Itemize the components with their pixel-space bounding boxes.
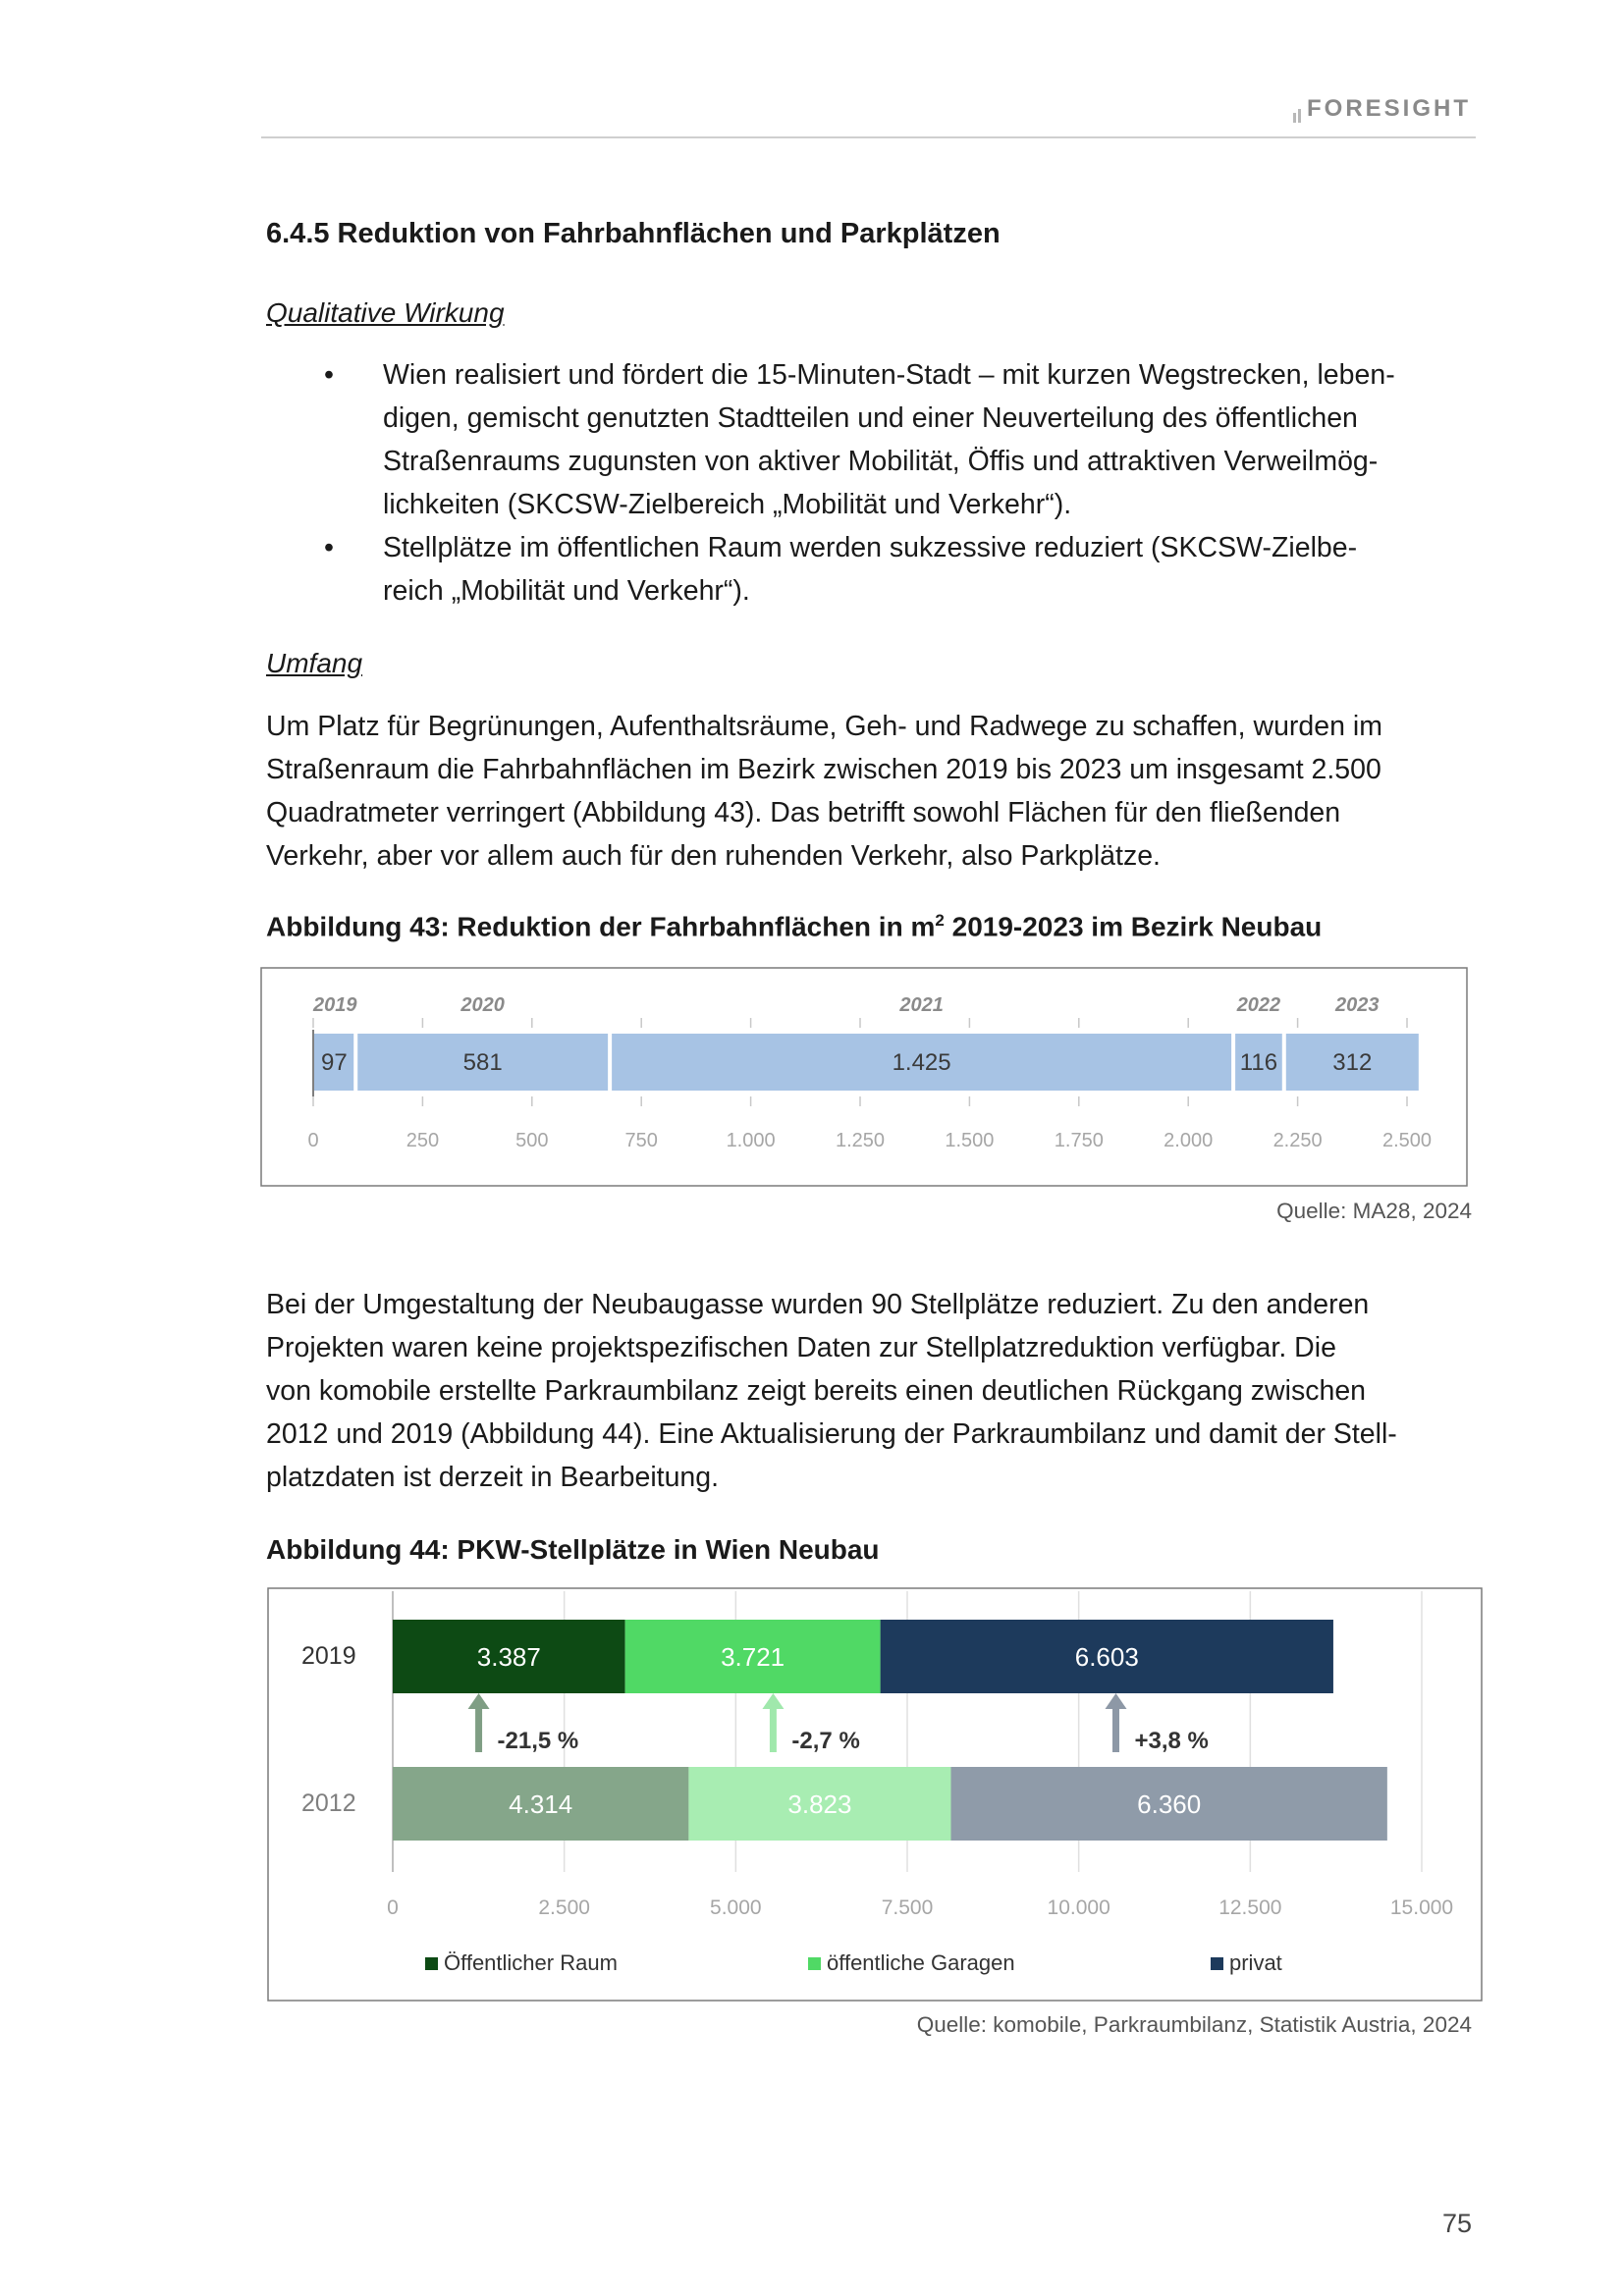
- figure-43-chart: [260, 967, 1468, 1187]
- data-label: 97: [321, 1049, 348, 1076]
- paragraph-1: [266, 705, 1484, 878]
- legend-swatch: [425, 1957, 438, 1970]
- x-tick-label: 5.000: [710, 1896, 762, 1919]
- x-tick-label: 10.000: [1047, 1896, 1110, 1919]
- x-tick-label: 2.500: [1381, 1130, 1433, 1151]
- legend-swatch: [808, 1957, 821, 1970]
- page-number: 75: [1441, 2209, 1472, 2238]
- paragraph-line: Quadratmeter verringert (Abbildung 43). Das betrifft sowohl Flächen für den fließenden: [266, 797, 1341, 828]
- brand-logo: [1293, 95, 1471, 123]
- paragraph-line: platzdaten ist derzeit in Bearbeitung.: [266, 1462, 720, 1493]
- segment-year-label: 2022: [1236, 994, 1281, 1016]
- paragraph-line: Verkehr, aber vor allem auch für den ruhenden Verkehr, also Parkplätze.: [266, 840, 1161, 872]
- category-label: 2019: [301, 1642, 356, 1670]
- x-tick-label: 0: [387, 1896, 399, 1919]
- bullet-line: Stellplätze im öffentlichen Raum werden sukzessive reduziert (SKCSW-Zielbe-: [383, 532, 1358, 563]
- x-tick-label: 500: [515, 1130, 549, 1151]
- segment-year-label: 2020: [460, 994, 505, 1016]
- qualitative-heading: Qualitative Wirkung: [266, 297, 505, 328]
- paragraph-line: von komobile erstellte Parkraumbilanz zeigt bereits einen deutlichen Rückgang zwischen: [266, 1375, 1367, 1407]
- data-label: 581: [462, 1049, 503, 1076]
- paragraph-2: [266, 1283, 1484, 1499]
- bullet-line: reich „Mobilität und Verkehr“).: [383, 575, 750, 607]
- paragraph-line: Um Platz für Begrünungen, Aufenthaltsräume, Geh- und Radwege zu schaffen, wurden im: [266, 711, 1382, 742]
- paragraph-line: Projekten waren keine projektspezifischen Daten zur Stellplatzreduktion verfügbar. Die: [266, 1332, 1336, 1363]
- bullet-line: digen, gemischt genutzten Stadtteilen und einer Neuverteilung des öffentlichen: [383, 402, 1358, 434]
- data-label: 6.603: [1074, 1642, 1139, 1672]
- legend-label: Öffentlicher Raum: [444, 1950, 618, 1975]
- data-label: 116: [1239, 1049, 1278, 1076]
- figure-43-source: Quelle: MA28, 2024: [1276, 1199, 1472, 1223]
- figure-44-chart: [267, 1587, 1483, 2002]
- logo-bars-icon: [1293, 95, 1303, 123]
- x-tick-label: 2.000: [1164, 1130, 1214, 1151]
- x-tick-label: 1.000: [726, 1130, 776, 1151]
- bullet-list: [324, 353, 1473, 613]
- x-tick-label: 2.500: [538, 1896, 590, 1919]
- change-label: -21,5 %: [497, 1728, 579, 1754]
- logo-text: FORESIGHT: [1306, 95, 1471, 122]
- paragraph-line: Bei der Umgestaltung der Neubaugasse wurden 90 Stellplätze reduziert. Zu den anderen: [266, 1289, 1370, 1320]
- data-label: 3.387: [476, 1642, 541, 1672]
- paragraph-line: 2012 und 2019 (Abbildung 44). Eine Aktualisierung der Parkraumbilanz und damit der Stell-: [266, 1418, 1397, 1450]
- header-rule: [261, 136, 1476, 138]
- segment-year-label: 2021: [899, 994, 944, 1016]
- data-label: 3.823: [787, 1789, 852, 1819]
- umfang-heading: Umfang: [266, 648, 363, 678]
- x-tick-label: 7.500: [881, 1896, 934, 1919]
- legend-label: öffentliche Garagen: [827, 1950, 1015, 1975]
- section-title: 6.4.5 Reduktion von Fahrbahnflächen und Parkplätzen: [266, 218, 1001, 249]
- segment-year-label: 2019: [313, 994, 357, 1016]
- category-label: 2012: [301, 1789, 356, 1817]
- paragraph-line: Straßenraum die Fahrbahnflächen im Bezirk zwischen 2019 bis 2023 um insgesamt 2.500: [266, 754, 1381, 785]
- bullet-item: [324, 526, 1473, 613]
- data-label: 4.314: [509, 1789, 573, 1819]
- bullet-item: [324, 353, 1473, 526]
- change-label: -2,7 %: [791, 1728, 860, 1754]
- segment-year-label: 2023: [1335, 994, 1380, 1016]
- legend-label: privat: [1229, 1950, 1282, 1975]
- bullet-dot-icon: •: [324, 532, 334, 563]
- figure-43-caption: [266, 911, 1322, 942]
- figure-44-source: Quelle: komobile, Parkraumbilanz, Statistik Austria, 2024: [916, 2012, 1472, 2037]
- x-tick-label: 750: [624, 1130, 658, 1151]
- caption-text: 2019-2023 im Bezirk Neubau: [944, 911, 1323, 942]
- change-label: +3,8 %: [1134, 1728, 1209, 1754]
- data-label: 312: [1332, 1049, 1373, 1076]
- data-label: 3.721: [721, 1642, 785, 1672]
- x-tick-label: 1.250: [835, 1130, 886, 1151]
- bullet-dot-icon: •: [324, 359, 334, 391]
- x-tick-label: 2.250: [1272, 1130, 1323, 1151]
- x-tick-label: 250: [406, 1130, 440, 1151]
- data-label: 6.360: [1137, 1789, 1202, 1819]
- figure-44-caption: Abbildung 44: PKW-Stellplätze in Wien Neubau: [266, 1534, 880, 1565]
- caption-text: Abbildung 43: Reduktion der Fahrbahnflächen in m: [266, 911, 936, 942]
- x-tick-label: 15.000: [1389, 1896, 1454, 1919]
- bullet-line: Wien realisiert und fördert die 15-Minuten-Stadt – mit kurzen Wegstrecken, leben-: [383, 359, 1395, 391]
- bullet-line: lichkeiten (SKCSW-Zielbereich „Mobilität und Verkehr“).: [383, 489, 1072, 520]
- bullet-line: Straßenraums zugunsten von aktiver Mobilität, Öffis und attraktiven Verweilmög-: [383, 446, 1379, 477]
- x-tick-label: 1.500: [945, 1130, 995, 1151]
- x-tick-label: 0: [307, 1130, 319, 1151]
- legend-swatch: [1211, 1957, 1223, 1970]
- data-label: 1.425: [892, 1049, 951, 1076]
- x-tick-label: 12.500: [1218, 1896, 1282, 1919]
- x-tick-label: 1.750: [1054, 1130, 1104, 1151]
- caption-superscript: 2: [935, 911, 945, 930]
